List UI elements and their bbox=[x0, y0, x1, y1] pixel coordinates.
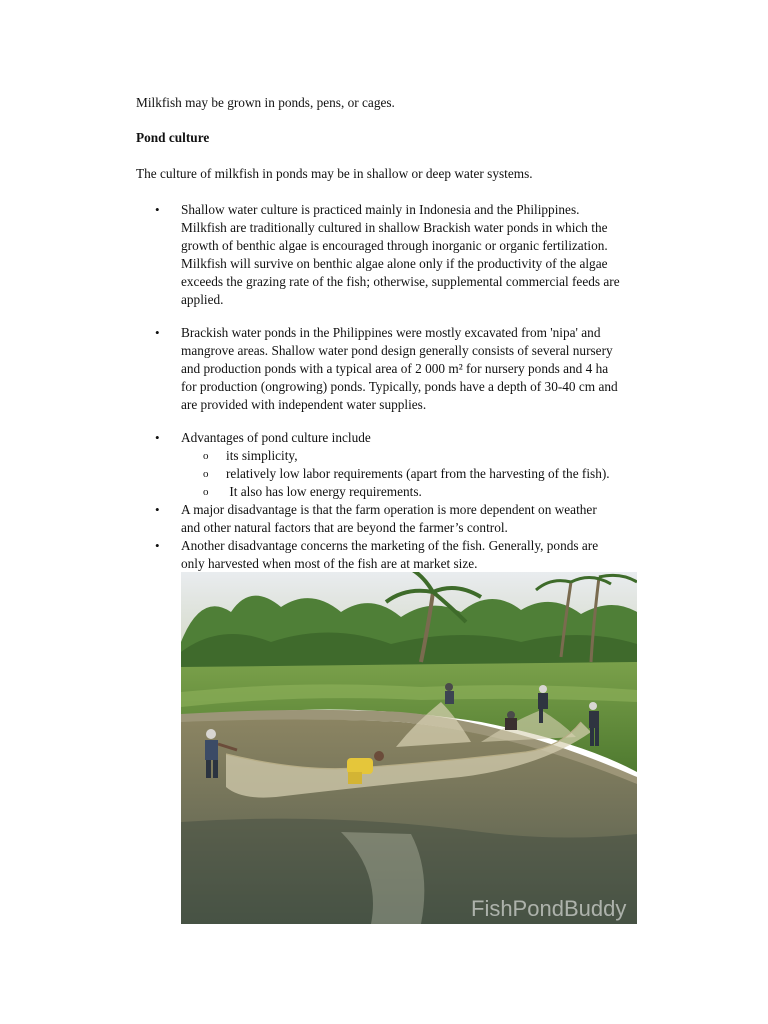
text-line: Another disadvantage concerns the marketing of the fish. Generally, ponds are bbox=[181, 538, 599, 553]
sub-item: o its simplicity, bbox=[203, 448, 298, 463]
text-line: Milkfish are traditionally cultured in shallow Brackish water ponds in which the bbox=[181, 220, 608, 235]
text-line: only harvested when most of the fish are at market size. bbox=[181, 556, 478, 571]
fish-pond-harvest-photo bbox=[181, 572, 637, 924]
bullet-icon: • bbox=[155, 430, 160, 445]
text-line: Shallow water culture is practiced mainly in Indonesia and the Philippines. bbox=[181, 202, 580, 217]
text-line: and other natural factors that are beyond the farmer’s control. bbox=[181, 520, 508, 535]
bullet-list-3 bbox=[136, 429, 696, 573]
text-line: Advantages of pond culture include bbox=[181, 430, 371, 445]
text-line: Milkfish will survive on benthic algae alone only if the productivity of the algae bbox=[181, 256, 608, 271]
bullet-list-2 bbox=[136, 324, 696, 414]
circle-bullet-icon: o bbox=[203, 486, 209, 498]
sub-item: o relatively low labor requirements (apart from the harvesting of the fish). bbox=[203, 466, 610, 481]
bullet-shallow-water bbox=[136, 201, 696, 309]
bullet-icon: • bbox=[155, 325, 160, 340]
text-line: for production (ongrowing) ponds. Typically, ponds have a depth of 30-40 cm and bbox=[181, 379, 618, 394]
section-heading: Pond culture bbox=[136, 130, 210, 145]
text-line: exceeds the grazing rate of the fish; otherwise, supplemental commercial feeds are bbox=[181, 274, 620, 289]
text-line: applied. bbox=[181, 292, 224, 307]
advantages-sublist bbox=[181, 447, 696, 501]
bullet-icon: • bbox=[155, 502, 160, 517]
text-line: mangrove areas. Shallow water pond design generally consists of several nursery bbox=[181, 343, 613, 358]
bullet-icon: • bbox=[155, 538, 160, 553]
bullet-advantages bbox=[136, 429, 696, 501]
bullet-list-1 bbox=[136, 201, 696, 309]
photo-watermark: FishPondBuddy bbox=[471, 896, 627, 921]
text-line: are provided with independent water supplies. bbox=[181, 397, 427, 412]
text-line: Brackish water ponds in the Philippines were mostly excavated from 'nipa' and bbox=[181, 325, 601, 340]
bullet-marketing-disadvantage bbox=[136, 537, 696, 573]
section-paragraph: The culture of milkfish in ponds may be in shallow or deep water systems. bbox=[136, 166, 533, 181]
text-line: and production ponds with a typical area of 2 000 m² for nursery ponds and 4 ha bbox=[181, 361, 609, 376]
bullet-major-disadvantage bbox=[136, 501, 696, 537]
text-line: growth of benthic algae is encouraged through inorganic or organic fertilization. bbox=[181, 238, 608, 253]
bullet-icon: • bbox=[155, 202, 160, 217]
intro-paragraph: Milkfish may be grown in ponds, pens, or cages. bbox=[136, 95, 395, 110]
sub-item: o It also has low energy requirements. bbox=[203, 484, 422, 499]
circle-bullet-icon: o bbox=[203, 450, 209, 462]
circle-bullet-icon: o bbox=[203, 468, 209, 480]
text-line: A major disadvantage is that the farm operation is more dependent on weather bbox=[181, 502, 597, 517]
bullet-brackish-ponds bbox=[136, 324, 696, 414]
